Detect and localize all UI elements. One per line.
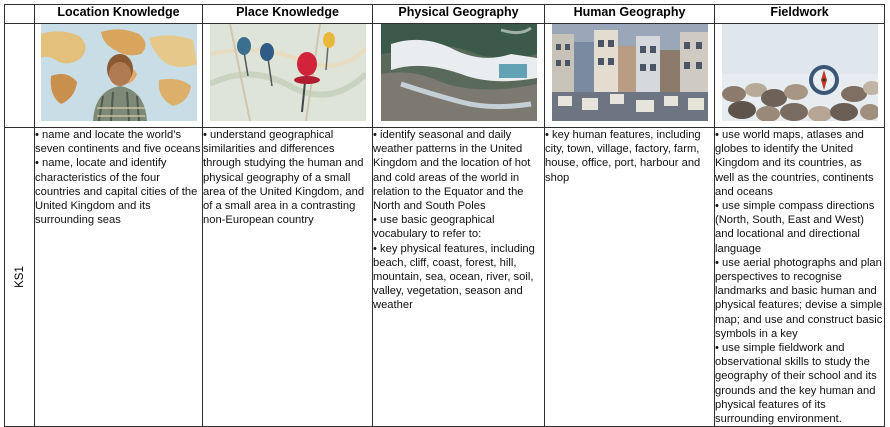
- image-row: [5, 24, 885, 128]
- image-cell-physical: [373, 24, 545, 128]
- row-label-cell: [5, 128, 35, 427]
- row-label-ks1: KS1: [13, 266, 26, 288]
- corner-cell: [5, 5, 35, 24]
- place-knowledge-cell: [203, 128, 373, 427]
- bullet-item: • key human features, including city, town, village, factory, farm, house, office, port, harbour and shop: [545, 129, 701, 184]
- header-row: [5, 5, 885, 24]
- compass-pebbles-photo: [722, 24, 878, 121]
- bullet-item: • key physical features, including beach, cliff, coast, forest, hill, mountain, sea, ocean, river, soil, valley, vegetation, season and weather: [373, 242, 535, 312]
- image-cell-fieldwork: [715, 24, 885, 128]
- bullet-item: • use world maps, atlases and globes to identify the United Kingdom and its countries, as well as the countries, continents and oceans: [715, 129, 874, 198]
- bullet-item: • use simple compass directions (North, South, East and West) and locational and directional language: [715, 200, 875, 255]
- bullet-item: • use aerial photographs and plan perspectives to recognise landmarks and basic human and physical features; devise a simple map; and use and construct basic symbols in a key: [715, 256, 883, 340]
- curriculum-table: [4, 4, 885, 427]
- aerial-landscape-photo: [381, 24, 537, 121]
- fieldwork-cell: [715, 128, 885, 427]
- human-geography-cell: [545, 128, 715, 427]
- location-knowledge-cell: [35, 128, 203, 427]
- image-row-label-cell: [5, 24, 35, 128]
- map-pins-photo: [210, 24, 366, 121]
- child-world-map-photo: [41, 24, 197, 121]
- image-cell-location: [35, 24, 203, 128]
- header-human-geography: Human Geography: [545, 5, 715, 24]
- city-houses-photo: [552, 24, 708, 121]
- header-physical-geography: Physical Geography: [373, 5, 545, 24]
- image-cell-place: [203, 24, 373, 128]
- header-location-knowledge: Location Knowledge: [35, 5, 203, 24]
- image-cell-human: [545, 24, 715, 128]
- header-place-knowledge: Place Knowledge: [203, 5, 373, 24]
- bullet-item: • understand geographical similarities and differences through studying the human and physical geography of a small area of the United Kingdom, and of a small area in a contrasting non-European country: [203, 129, 365, 227]
- bullet-item: • use basic geographical vocabulary to refer to:: [373, 214, 495, 241]
- ks1-row: [5, 128, 885, 427]
- bullet-item: • identify seasonal and daily weather patterns in the United Kingdom and the location of hot and cold areas of the world in relation to the Equator and the North and South Poles: [373, 129, 531, 213]
- bullet-item: • use simple fieldwork and observational skills to study the geography of their school and its grounds and the key human and physical features of its surrounding environment.: [715, 342, 877, 426]
- bullet-item: • name, locate and identify characteristics of the four countries and capital cities of the United Kingdom and its surrounding seas: [35, 157, 198, 227]
- header-fieldwork: Fieldwork: [715, 5, 885, 24]
- physical-geography-cell: [373, 128, 545, 427]
- bullet-item: • name and locate the world’s seven continents and five oceans: [35, 129, 201, 156]
